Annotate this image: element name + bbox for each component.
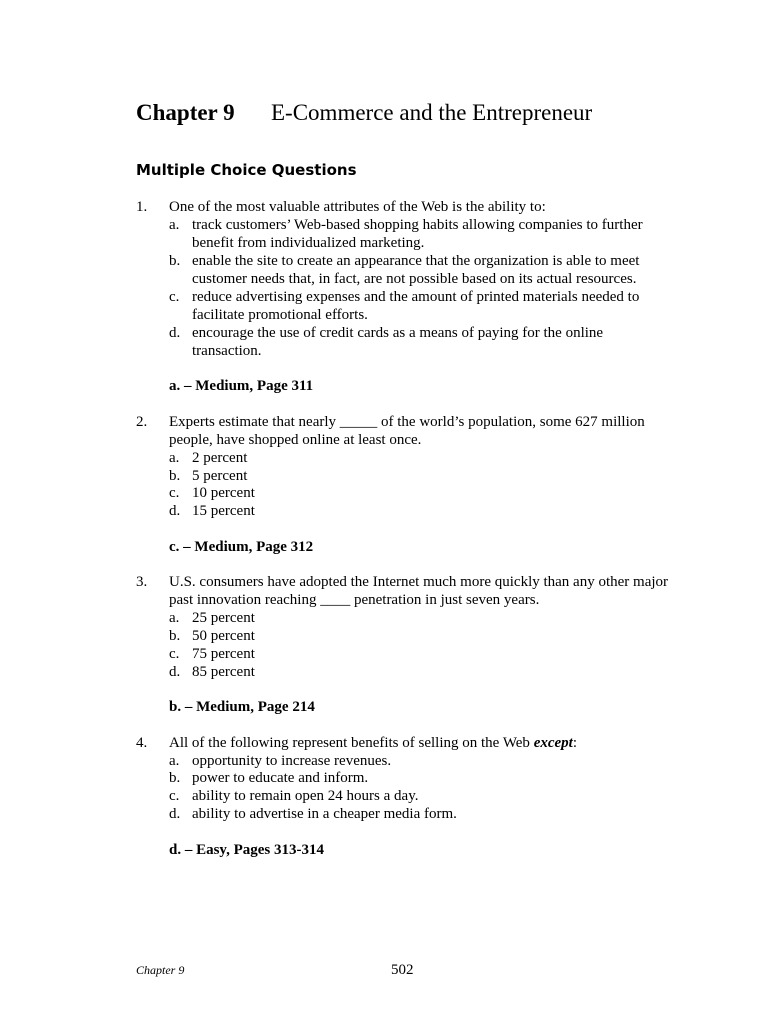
option-text: enable the site to create an appearance that the organization is able to meet — [192, 253, 640, 269]
question-number: 3. — [136, 574, 148, 590]
option-letter: a. — [169, 610, 180, 626]
option-text: benefit from individualized marketing. — [192, 235, 425, 251]
option-text: 85 percent — [192, 664, 255, 680]
option-text: opportunity to increase revenues. — [192, 753, 392, 769]
answer-key: a. – Medium, Page 311 — [169, 378, 314, 394]
option-text: 25 percent — [192, 610, 255, 626]
answer-key: b. – Medium, Page 214 — [169, 699, 315, 715]
question-stem: past innovation reaching ____ penetration in just seven years. — [169, 592, 540, 608]
option-text: 5 percent — [192, 468, 248, 484]
option-letter: c. — [169, 485, 180, 501]
option-text: 75 percent — [192, 646, 255, 662]
option-letter: d. — [169, 325, 181, 341]
question-stem — [169, 734, 577, 752]
option-letter: d. — [169, 664, 181, 680]
option-text: ability to advertise in a cheaper media form. — [192, 806, 457, 822]
option-letter: a. — [169, 753, 180, 769]
question-stem: One of the most valuable attributes of the Web is the ability to: — [169, 199, 546, 215]
option-letter: b. — [169, 628, 181, 644]
option-text: encourage the use of credit cards as a means of paying for the online — [192, 325, 604, 341]
question-number: 1. — [136, 199, 148, 215]
question-stem-emphasis: except — [533, 735, 573, 751]
option-text: 2 percent — [192, 450, 248, 466]
option-letter: b. — [169, 770, 181, 786]
question-stem-suffix: : — [572, 735, 577, 751]
question-stem: U.S. consumers have adopted the Internet much more quickly than any other major — [169, 574, 669, 590]
option-text: facilitate promotional efforts. — [192, 307, 368, 323]
option-text: transaction. — [192, 343, 262, 359]
section-heading: Multiple Choice Questions — [136, 161, 357, 179]
option-letter: b. — [169, 468, 181, 484]
option-text: track customers’ Web-based shopping habits allowing companies to further — [192, 217, 643, 233]
option-text: reduce advertising expenses and the amount of printed materials needed to — [192, 289, 640, 305]
question-stem: people, have shopped online at least once. — [169, 432, 422, 448]
chapter-title: E-Commerce and the Entrepreneur — [271, 100, 593, 125]
option-letter: a. — [169, 450, 180, 466]
option-letter: c. — [169, 289, 180, 305]
option-letter: d. — [169, 503, 181, 519]
chapter-number: Chapter 9 — [136, 100, 235, 125]
option-letter: c. — [169, 646, 180, 662]
answer-key: c. – Medium, Page 312 — [169, 539, 314, 555]
option-text: 10 percent — [192, 485, 255, 501]
question-number: 4. — [136, 735, 148, 751]
option-text: 50 percent — [192, 628, 255, 644]
option-letter: b. — [169, 253, 181, 269]
question-stem-prefix: All of the following represent benefits of selling on the Web — [169, 735, 534, 751]
answer-key: d. – Easy, Pages 313-314 — [169, 842, 325, 858]
page-number: 502 — [391, 962, 414, 978]
option-text: ability to remain open 24 hours a day. — [192, 788, 419, 804]
option-text: customer needs that, in fact, are not possible based on its actual resources. — [192, 271, 637, 287]
option-text: power to educate and inform. — [192, 770, 369, 786]
option-letter: c. — [169, 788, 180, 804]
question-number: 2. — [136, 414, 148, 430]
option-letter: d. — [169, 806, 181, 822]
option-text: 15 percent — [192, 503, 255, 519]
question-stem: Experts estimate that nearly _____ of the world’s population, some 627 million — [169, 414, 645, 430]
option-letter: a. — [169, 217, 180, 233]
footer-chapter-label: Chapter 9 — [136, 963, 185, 977]
